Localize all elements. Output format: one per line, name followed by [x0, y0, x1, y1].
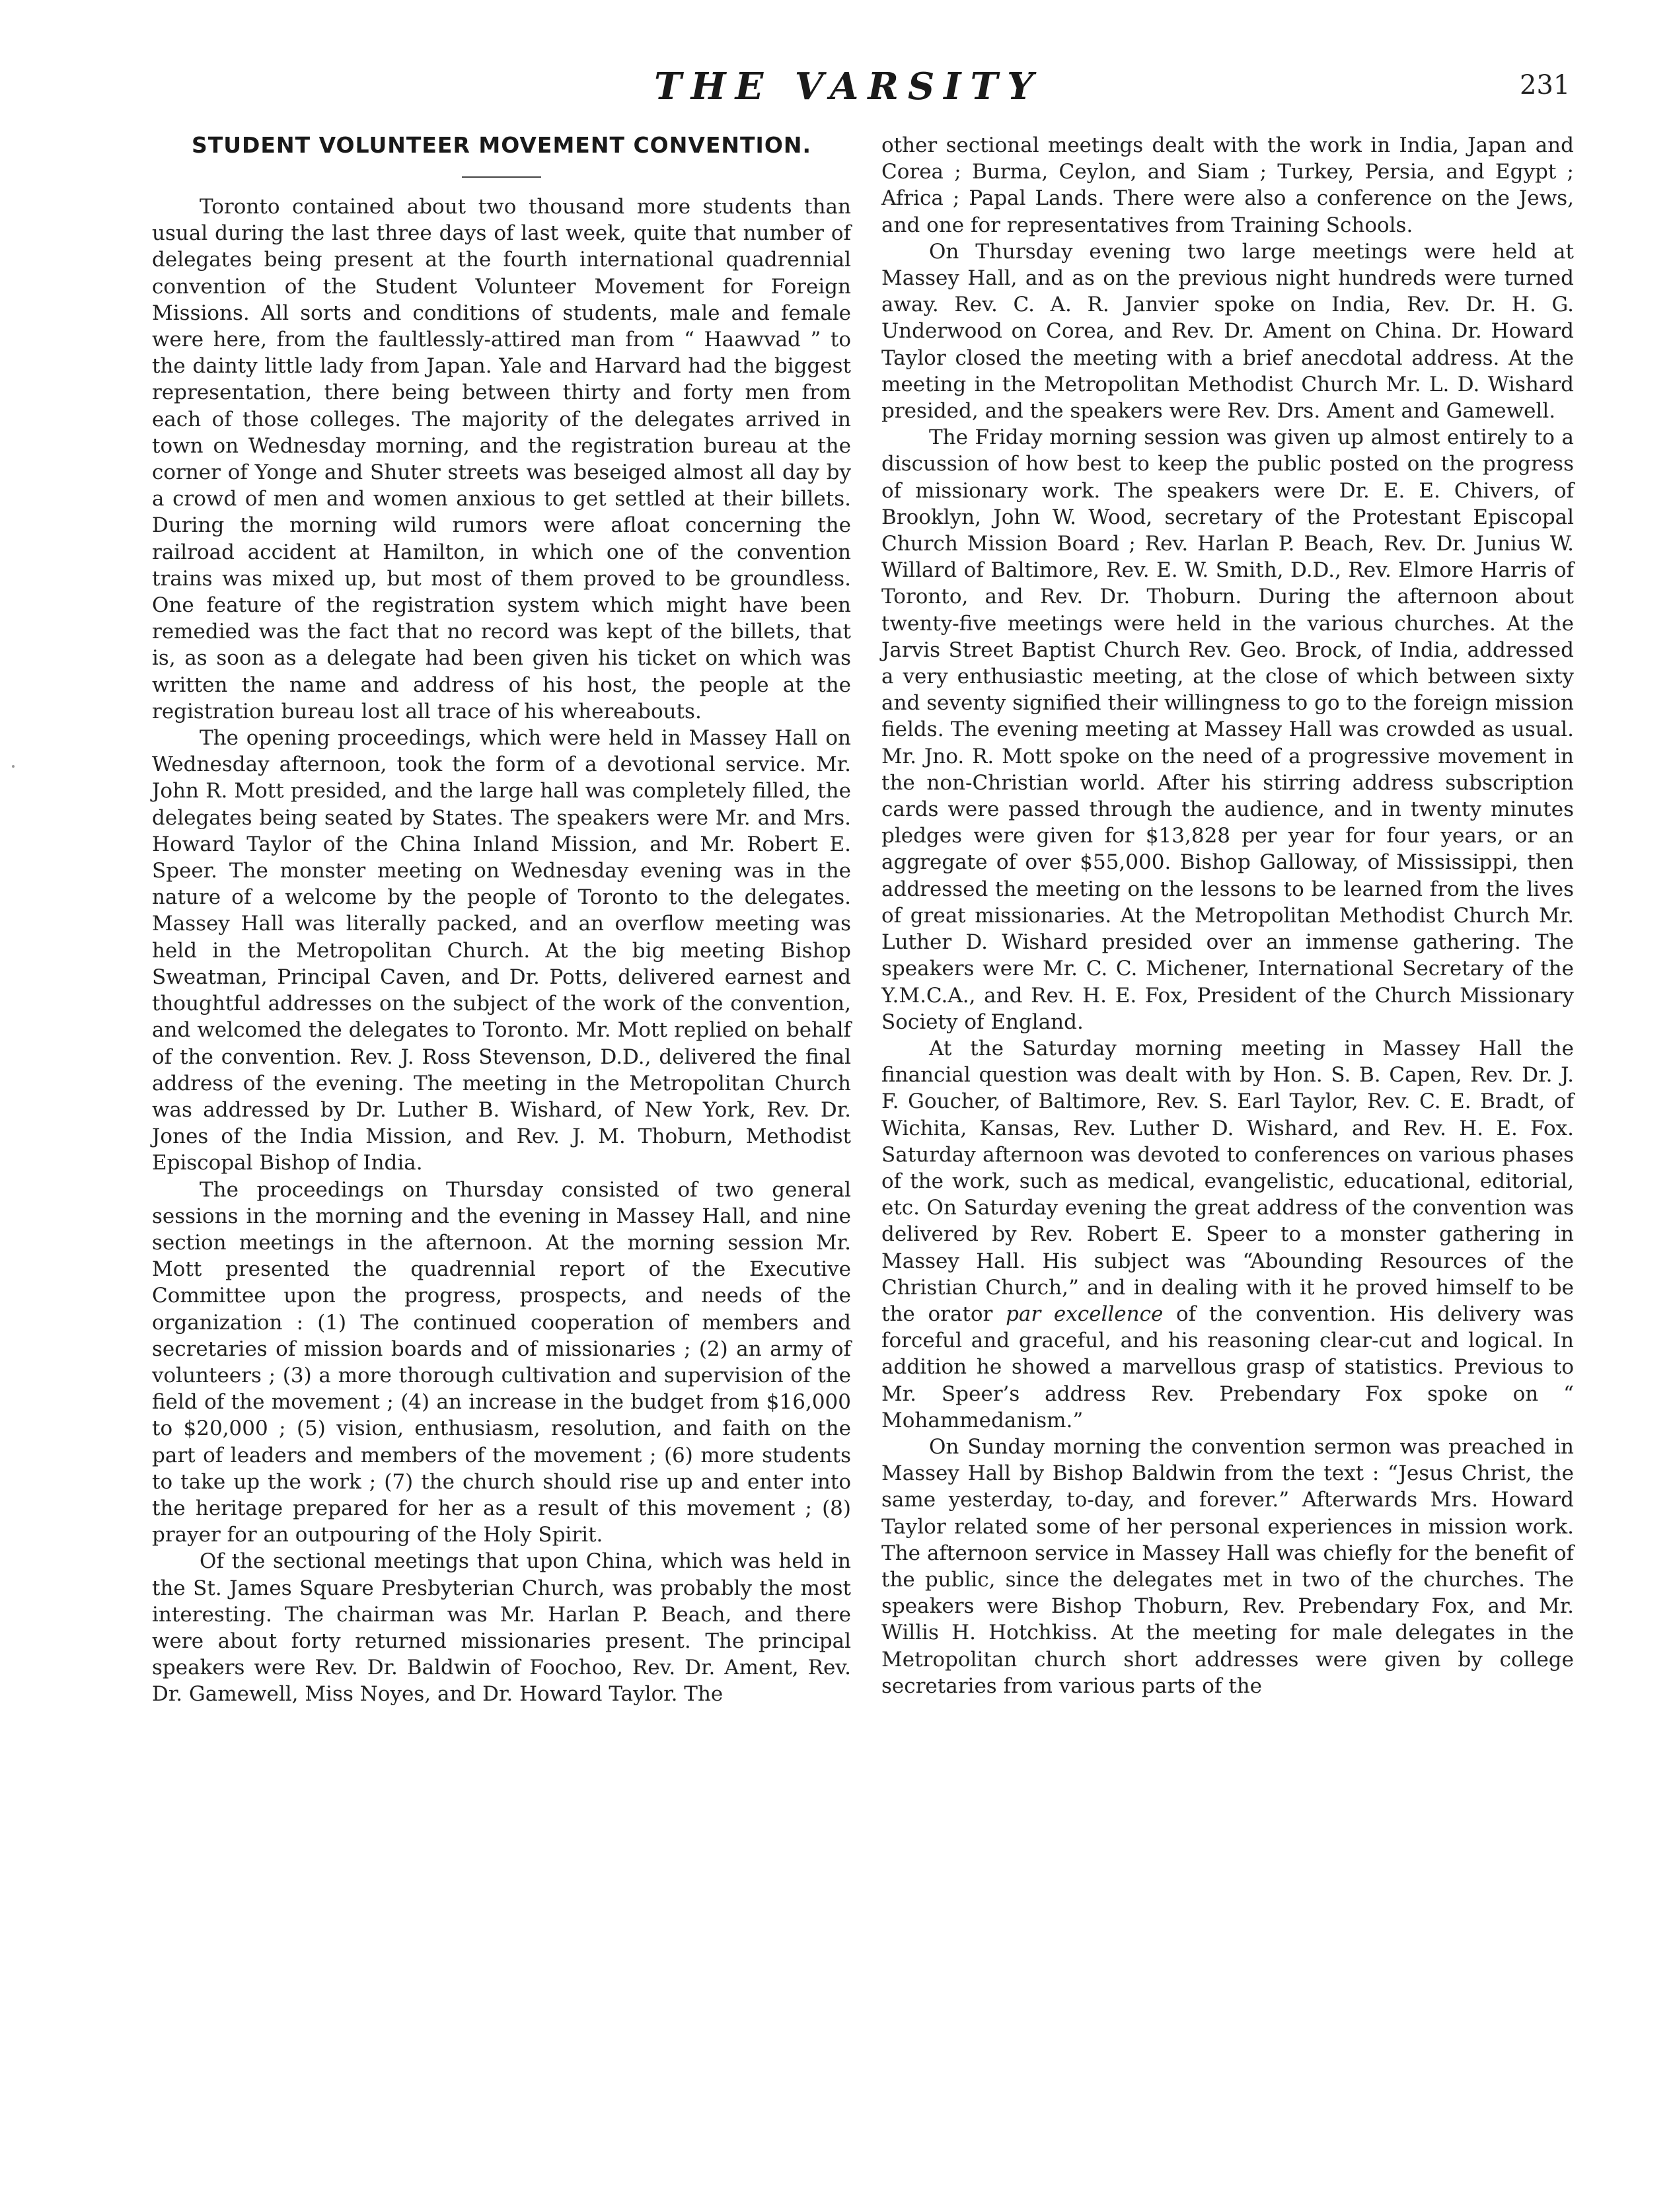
paragraph: On Sunday morning the convention sermon was preached in Massey Hall by Bishop Baldwin from the text : “Jesus Christ, the same yesterday, to-day, and forever.” Afterwards Mrs. Howard Taylor related some of her personal experiences in mission work. The afternoon service in Massey Hall was chiefly for the benefit of the public, since the delegates met in two of the churches. The speakers were Bishop Thoburn, Rev. Prebendary Fox, and Mr. Willis H. Hotchkiss. At the meeting for male delegates in the Metropolitan church short addresses were given by college secretaries from various parts of the	[881, 1434, 1574, 1698]
paragraph: Of the sectional meetings that upon China, which was held in the St. James Square Presbyterian Church, was probably the most interesting. The chairman was Mr. Harlan P. Beach, and there were about forty returned missionaries present. The principal speakers were Rev. Dr. Baldwin of Foochoo, Rev. Dr. Ament, Rev. Dr. Gamewell, Miss Noyes, and Dr. Howard Taylor. The	[152, 1549, 851, 1707]
margin-speck	[12, 765, 15, 768]
article-title: STUDENT VOLUNTEER MOVEMENT CONVENTION.	[191, 132, 812, 158]
paragraph: The opening proceedings, which were held in Massey Hall on Wednesday afternoon, took the form of a devotional service. Mr. John R. Mott presided, and the large hall was completely filled, the delegates being seated by States. The speakers were Mr. and Mrs. Howard Taylor of the China Inland Mission, and Mr. Robert E. Speer. The monster meeting on Wednesday evening was in the nature of a welcome by the people of Toronto to the delegates. Massey Hall was literally packed, and an overflow meeting was held in the Metropolitan Church. At the big meeting Bishop Sweatman, Principal Caven, and Dr. Potts, delivered earnest and thoughtful addresses on the subject of the work of the convention, and welcomed the delegates to Toronto. Mr. Mott replied on behalf of the convention. Rev. J. Ross Stevenson, D.D., delivered the final address of the evening. The meeting in the Metropolitan Church was addressed by Dr. Luther B. Wishard, of New York, Rev. Dr. Jones of the India Mission, and Rev. J. M. Thoburn, Methodist Episcopal Bishop of India.	[152, 726, 851, 1175]
paragraph-text: of the convention. His delivery was forceful and graceful, and his reasoning clear-cut and logical. In addition he showed a marvellous grasp of statistics. Previous to Mr. Speer’s address Rev. Prebendary Fox spoke on “ Mohammedanism.”	[881, 1302, 1575, 1432]
paragraph	[881, 1035, 1574, 1434]
paragraph: On Thursday evening two large meetings were held at Massey Hall, and as on the previous night hundreds were turned away. Rev. C. A. R. Janvier spoke on India, Rev. Dr. H. G. Underwood on Corea, and Rev. Dr. Ament on China. Dr. Howard Taylor closed the meeting with a brief anecdotal address. At the meeting in the Metropolitan Methodist Church Mr. L. D. Wishard presided, and the speakers were Rev. Drs. Ament and Gamewell.	[881, 239, 1574, 424]
paragraph: The proceedings on Thursday consisted of two general sessions in the morning and the evening in Massey Hall, and nine section meetings in the afternoon. At the morning session Mr. Mott presented the quadrennial report of the Executive Committee upon the progress, prospects, and needs of the organization : (1) The continued cooperation of members and secretaries of mission boards and of missionaries ; (2) an army of volunteers ; (3) a more thorough cultivation and supervision of the field of the movement ; (4) an increase in the budget from $16,000 to $20,000 ; (5) vision, enthusiasm, resolution, and faith on the part of leaders and members of the movement ; (6) more students to take up the work ; (7) the church should rise up and enter into the heritage prepared for her as a result of this movement ; (8) prayer for an outpouring of the Holy Spirit.	[152, 1177, 851, 1547]
masthead	[0, 65, 1671, 111]
left-column	[152, 132, 851, 1708]
paragraph-text: At the Saturday morning meeting in Massey Hall the financial question was dealt with by Hon. S. B. Capen, Rev. Dr. J. F. Goucher, of Baltimore, Rev. S. Earl Taylor, Rev. C. E. Bradt, of Wichita, Kansas, Rev. Luther D. Wishard, and Rev. H. E. Fox. Saturday afternoon was devoted to conferences on various phases of the work, such as medical, evangelistic, educational, editorial, etc. On Saturday evening the great address of the convention was delivered by Rev. Robert E. Speer to a monster gathering in Massey Hall. His subject was “Abounding Resources of the Christian Church,” and in dealing with it he proved himself to be the orator	[881, 1036, 1574, 1326]
paragraph: other sectional meetings dealt with the work in India, Japan and Corea ; Burma, Ceylon, and Siam ; Turkey, Persia, and Egypt ; Africa ; Papal Lands. There were also a conference on the Jews, and one for representatives from Training Schools.	[881, 133, 1574, 237]
paragraph: The Friday morning session was given up almost entirely to a discussion of how best to keep the public posted on the progress of missionary work. The speakers were Dr. E. E. Chivers, of Brooklyn, John W. Wood, secretary of the Protestant Episcopal Church Mission Board ; Rev. Harlan P. Beach, Rev. Dr. Junius W. Willard of Baltimore, Rev. E. W. Smith, D.D., Rev. Elmore Harris of Toronto, and Rev. Dr. Thoburn. During the afternoon about twenty-five meetings were held in the various churches. At the Jarvis Street Baptist Church Rev. Geo. Brock, of India, addressed a very enthusiastic meeting, at the close of which between sixty and seventy signified their willingness to go to the foreign mission fields. The evening meeting at Massey Hall was crowded as usual. Mr. Jno. R. Mott spoke on the need of a progressive movement in the non-Christian world. After his stirring address subscription cards were passed through the audience, and in twenty minutes pledges were given for $13,828 per year for four years, or an aggregate of over $55,000. Bishop Galloway, of Mississippi, then addressed the meeting on the lessons to be learned from the lives of great missionaries. At the Metropolitan Methodist Church Mr. Luther D. Wishard presided over an immense gathering. The speakers were Mr. C. C. Michener, International Secretary of the Y.M.C.A., and Rev. H. E. Fox, President of the Church Missionary Society of England.	[881, 425, 1574, 1034]
right-column	[881, 132, 1574, 1699]
page-number: 231	[1520, 70, 1571, 100]
italic-phrase: par excellence	[1006, 1302, 1164, 1326]
paragraph: Toronto contained about two thousand more students than usual during the last three days of last week, quite that number of delegates being present at the fourth international quadrennial convention of the Student Volunteer Movement for Foreign Missions. All sorts and conditions of students, male and female were here, from the faultlessly-attired man from “ Haawvad ” to the dainty little lady from Japan. Yale and Harvard had the biggest representation, there being between thirty and forty men from each of those colleges. The majority of the delegates arrived in town on Wednesday morning, and the registration bureau at the corner of Yonge and Shuter streets was beseiged almost all day by a crowd of men and women anxious to get settled at their billets. During the morning wild rumors were afloat concerning the railroad accident at Hamilton, in which one of the convention trains was mixed up, but most of them proved to be groundless. One feature of the registration system which might have been remedied was the fact that no record was kept of the billets, that is, as soon as a delegate had been given his ticket on which was written the name and address of his host, the people at the registration bureau lost all trace of his whereabouts.	[152, 195, 851, 723]
publication-title: THE VARSITY	[654, 65, 1043, 108]
title-rule	[462, 176, 541, 178]
